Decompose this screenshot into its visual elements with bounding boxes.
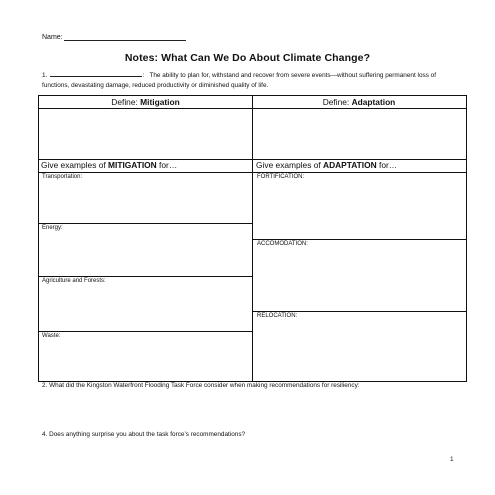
mitigation-transportation-label: Transportation: xyxy=(42,174,83,180)
examples-adaptation-prefix: Give examples of xyxy=(256,160,324,170)
define-adaptation-header xyxy=(252,97,466,107)
examples-mitigation-header xyxy=(41,160,177,170)
question-1-blank-line[interactable] xyxy=(50,70,145,79)
name-label: Name: xyxy=(42,34,63,41)
define-adaptation-term: Adaptation xyxy=(351,97,396,107)
mitigation-waste-label: Waste: xyxy=(42,333,61,339)
question-1-number: 1. xyxy=(42,72,48,79)
mitigation-row-divider-1 xyxy=(39,223,252,224)
examples-header-divider xyxy=(39,172,466,173)
mitigation-row-divider-3 xyxy=(39,331,252,332)
define-mitigation-prefix: Define: xyxy=(111,97,141,107)
notes-table xyxy=(38,95,467,382)
define-mitigation-term: Mitigation xyxy=(140,97,180,107)
examples-mitigation-prefix: Give examples of xyxy=(41,160,109,170)
adaptation-row-divider-2 xyxy=(252,311,466,312)
examples-adaptation-header xyxy=(256,160,397,170)
adaptation-accomodation-label: ACCOMODATION: xyxy=(257,241,308,247)
examples-mitigation-suffix: for… xyxy=(156,160,178,170)
question-4: 4. Does anything surprise you about the task force’s recommendations? xyxy=(42,431,246,438)
name-blank-line[interactable] xyxy=(64,33,186,41)
adaptation-fortification-label: FORTIFICATION: xyxy=(257,174,305,180)
define-adaptation-prefix: Define: xyxy=(322,97,352,107)
define-mitigation-answer-box[interactable] xyxy=(39,109,252,159)
question-2: 2. What did the Kingston Waterfront Flooding Task Force consider when making recommendations for resiliency: xyxy=(42,382,360,389)
adaptation-relocation-label: RELOCATION: xyxy=(257,313,298,319)
define-mitigation-header xyxy=(39,97,252,107)
page-number: 1 xyxy=(450,456,454,463)
page-title: Notes: What Can We Do About Climate Change? xyxy=(124,52,371,64)
question-1-text: The ability to plan for, withstand and recover from severe events—without suffering permanent loss of functions, devastating damage, reduced productivity or diminished quality of life. xyxy=(42,72,436,89)
adaptation-row-divider-1 xyxy=(252,239,466,240)
examples-adaptation-suffix: for… xyxy=(376,160,398,170)
mitigation-agriculture-label: Agriculture and Forests: xyxy=(42,278,106,284)
examples-adaptation-term: ADAPTATION xyxy=(323,160,377,170)
mitigation-energy-label: Energy: xyxy=(42,225,63,231)
question-1-colon: : xyxy=(142,72,145,79)
question-1 xyxy=(42,70,462,90)
examples-mitigation-term: MITIGATION xyxy=(108,160,157,170)
mitigation-row-divider-2 xyxy=(39,276,252,277)
name-field xyxy=(42,33,186,41)
define-adaptation-answer-box[interactable] xyxy=(253,109,466,159)
